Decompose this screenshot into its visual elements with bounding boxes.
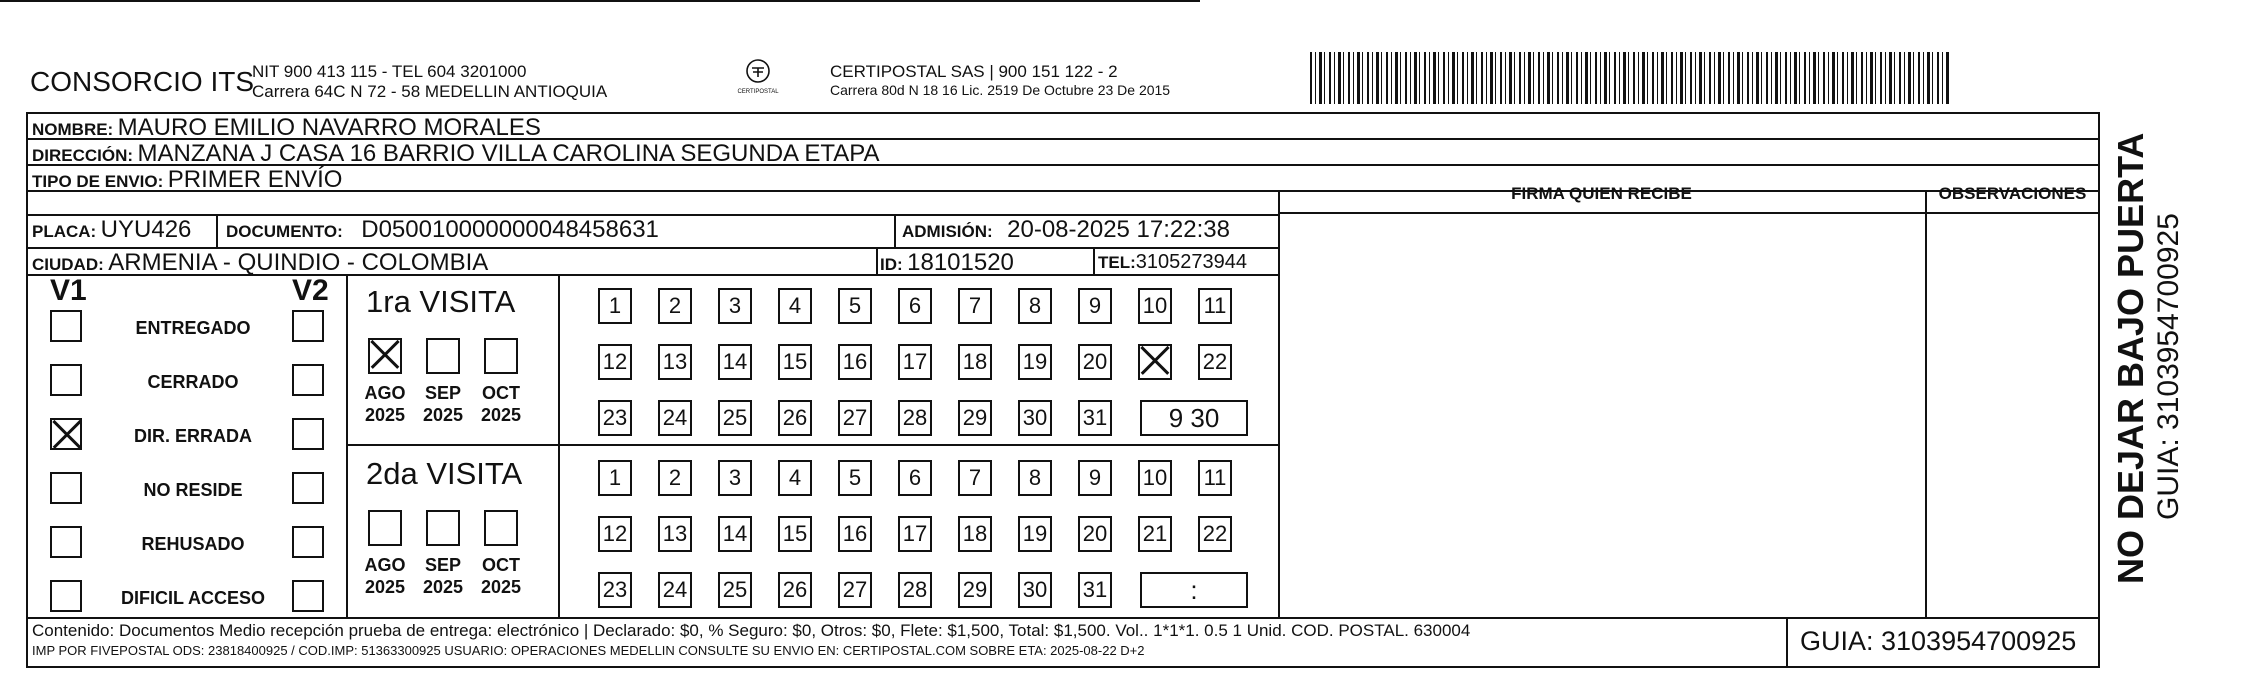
day-box[interactable]: 26 xyxy=(778,400,812,436)
direccion-label: DIRECCIÓN: xyxy=(32,146,134,165)
month-name: SEP xyxy=(424,383,462,403)
id-cell xyxy=(880,249,1014,277)
status-label: ENTREGADO xyxy=(135,318,251,338)
status-v1-checkbox[interactable] xyxy=(50,580,82,612)
month-label xyxy=(417,554,469,598)
month-year: 2025 xyxy=(480,577,522,597)
day-box[interactable]: 29 xyxy=(958,572,992,608)
day-box[interactable]: 11 xyxy=(1198,460,1232,496)
col-status-sep xyxy=(346,274,348,618)
side-guia: GUIA: 3103954700925 xyxy=(2152,213,2185,520)
day-box[interactable]: 6 xyxy=(898,288,932,324)
left-border xyxy=(26,112,28,667)
day-box[interactable]: 18 xyxy=(958,516,992,552)
month-year: 2025 xyxy=(480,405,522,425)
day-box[interactable]: 31 xyxy=(1078,400,1112,436)
day-box[interactable]: 1 xyxy=(598,288,632,324)
placa-value: UYU426 xyxy=(100,216,192,243)
status-v2-checkbox[interactable] xyxy=(292,418,324,450)
month-name: OCT xyxy=(482,555,520,575)
status-v1-checkbox[interactable] xyxy=(50,526,82,558)
id-value: 18101520 xyxy=(907,249,1014,276)
day-box[interactable]: 24 xyxy=(658,400,692,436)
status-v1-checkbox[interactable] xyxy=(50,310,82,342)
day-box[interactable]: 3 xyxy=(718,288,752,324)
day-box[interactable]: 12 xyxy=(598,344,632,380)
month-checkbox[interactable] xyxy=(484,510,518,546)
month-year: 2025 xyxy=(364,405,406,425)
id-label: ID: xyxy=(880,255,903,274)
day-box[interactable]: 31 xyxy=(1078,572,1112,608)
day-box[interactable]: 15 xyxy=(778,344,812,380)
day-box[interactable]: 8 xyxy=(1018,460,1052,496)
day-box[interactable]: 30 xyxy=(1018,572,1052,608)
footer-guia-sep xyxy=(1786,617,1788,667)
day-box[interactable]: 1 xyxy=(598,460,632,496)
day-box[interactable]: 16 xyxy=(838,344,872,380)
day-box[interactable]: 17 xyxy=(898,344,932,380)
day-box[interactable]: 30 xyxy=(1018,400,1052,436)
tipo-value: PRIMER ENVÍO xyxy=(167,166,343,193)
day-box[interactable]: 20 xyxy=(1078,516,1112,552)
month-checkbox[interactable] xyxy=(426,510,460,546)
status-label: DIFICIL ACCESO xyxy=(120,588,265,608)
day-box[interactable]: 8 xyxy=(1018,288,1052,324)
documento-value: D050010000000048458631 xyxy=(361,216,659,243)
day-box[interactable]: 2 xyxy=(658,288,692,324)
status-label: REHUSADO xyxy=(141,534,245,554)
day-box[interactable] xyxy=(1138,344,1172,380)
day-box[interactable]: 24 xyxy=(658,572,692,608)
day-box[interactable]: 7 xyxy=(958,288,992,324)
firma-label: FIRMA QUIEN RECIBE xyxy=(1511,184,1692,203)
tipo-label: TIPO DE ENVIO: xyxy=(32,172,164,191)
day-box[interactable]: 15 xyxy=(778,516,812,552)
month-checkbox[interactable] xyxy=(368,510,402,546)
day-box[interactable]: 13 xyxy=(658,344,692,380)
ciudad-label: CIUDAD: xyxy=(32,255,104,274)
v1-header: V1 xyxy=(50,274,87,307)
status-v2-checkbox[interactable] xyxy=(292,364,324,396)
day-box[interactable]: 12 xyxy=(598,516,632,552)
visit-title: 1ra VISITA xyxy=(366,284,516,319)
carrier-line2: Carrera 80d N 18 16 Lic. 2519 De Octubre 23 De 2015 xyxy=(830,82,1171,98)
admision-cell xyxy=(902,216,1230,244)
placa-cell xyxy=(32,216,191,244)
day-box[interactable]: 23 xyxy=(598,572,632,608)
day-box[interactable]: 9 xyxy=(1078,288,1112,324)
logo-icon xyxy=(745,58,771,84)
col-visit-sep xyxy=(558,274,560,618)
status-label: NO RESIDE xyxy=(143,480,243,500)
nombre-row xyxy=(32,114,541,142)
footer-line2: IMP POR FIVEPOSTAL ODS: 23818400925 / COD.IMP: 51363300925 USUARIO: OPERACIONES MEDELLIN CONSULTE SU ENVIO EN: CERTIPOSTAL.COM SOBRE ETA: 2025-08-22 D+2 xyxy=(32,643,1145,658)
day-box[interactable]: 25 xyxy=(718,400,752,436)
month-year: 2025 xyxy=(422,577,464,597)
tel-cell xyxy=(1098,251,1247,274)
footer-guia: GUIA: 3103954700925 xyxy=(1800,626,2077,656)
day-box[interactable]: 10 xyxy=(1138,460,1172,496)
side-warning: NO DEJAR BAJO PUERTA xyxy=(2110,132,2151,584)
month-name: OCT xyxy=(482,383,520,403)
status-v1-checkbox[interactable] xyxy=(50,364,82,396)
month-year: 2025 xyxy=(364,577,406,597)
day-box[interactable]: 14 xyxy=(718,344,752,380)
nombre-label: NOMBRE: xyxy=(32,120,114,139)
barcode xyxy=(1310,52,1950,104)
day-box[interactable]: 26 xyxy=(778,572,812,608)
ciudad-value: ARMENIA - QUINDIO - COLOMBIA xyxy=(108,249,489,276)
day-box[interactable]: 3 xyxy=(718,460,752,496)
day-box[interactable]: 2 xyxy=(658,460,692,496)
day-box[interactable]: 7 xyxy=(958,460,992,496)
company-info xyxy=(252,62,607,102)
day-box[interactable]: 27 xyxy=(838,572,872,608)
right-border xyxy=(2098,112,2100,667)
month-label xyxy=(359,382,411,426)
bottom-border xyxy=(26,666,2100,668)
day-box[interactable]: 14 xyxy=(718,516,752,552)
logo-text: CERTIPOSTAL xyxy=(737,89,779,95)
month-name: AGO xyxy=(364,555,406,575)
admision-label: ADMISIÓN: xyxy=(902,222,993,241)
day-box[interactable]: 18 xyxy=(958,344,992,380)
day-box[interactable]: 10 xyxy=(1138,288,1172,324)
tel-value: 3105273944 xyxy=(1135,251,1248,273)
day-box[interactable]: 28 xyxy=(898,572,932,608)
day-box[interactable]: 19 xyxy=(1018,344,1052,380)
day-box[interactable]: 19 xyxy=(1018,516,1052,552)
observaciones-label: OBSERVACIONES xyxy=(1938,184,2087,203)
day-box[interactable]: 17 xyxy=(898,516,932,552)
day-box[interactable]: 9 xyxy=(1078,460,1112,496)
ciudad-cell xyxy=(32,249,488,277)
day-box[interactable]: 11 xyxy=(1198,288,1232,324)
direccion-value: MANZANA J CASA 16 BARRIO VILLA CAROLINA SEGUNDA ETAPA xyxy=(137,140,880,167)
month-year: 2025 xyxy=(422,405,464,425)
col-obs-left xyxy=(1925,190,1927,618)
direccion-row xyxy=(32,140,880,168)
placa-label: PLACA: xyxy=(32,222,97,241)
v2-header: V2 xyxy=(292,274,329,307)
col-tel-sep xyxy=(1093,247,1095,275)
day-box[interactable]: 22 xyxy=(1198,344,1232,380)
status-label: DIR. ERRADA xyxy=(133,426,252,446)
documento-label: DOCUMENTO: xyxy=(226,222,343,241)
status-v1-checkbox[interactable] xyxy=(50,418,82,450)
day-box[interactable]: 21 xyxy=(1138,516,1172,552)
status-v2-checkbox[interactable] xyxy=(292,472,324,504)
day-box[interactable]: 13 xyxy=(658,516,692,552)
time-box[interactable]: : xyxy=(1140,572,1248,608)
day-box[interactable]: 20 xyxy=(1078,344,1112,380)
carrier-info xyxy=(830,62,1170,99)
footer-content xyxy=(32,620,1772,660)
col-placa-sep xyxy=(216,214,218,248)
day-box[interactable]: 22 xyxy=(1198,516,1232,552)
time-box[interactable]: 9 30 xyxy=(1140,400,1248,436)
status-v1-checkbox[interactable] xyxy=(50,472,82,504)
month-checkbox[interactable] xyxy=(368,338,402,374)
month-label xyxy=(417,382,469,426)
day-box[interactable]: 25 xyxy=(718,572,752,608)
col-firma-left xyxy=(1278,190,1280,618)
month-label xyxy=(359,554,411,598)
visit-title: 2da VISITA xyxy=(366,456,523,491)
day-box[interactable]: 5 xyxy=(838,288,872,324)
day-box[interactable]: 5 xyxy=(838,460,872,496)
carrier-line1: CERTIPOSTAL SAS | 900 151 122 - 2 xyxy=(830,62,1118,81)
visit-mid-line xyxy=(346,444,1278,446)
footer-line1: Contenido: Documentos Medio recepción prueba de entrega: electrónico | Declarado: $0, % Seguro: $0, Otros: $0, Flete: $1,500, Total: $1,500. Vol.. 1*1*1. 0.5 1 Unid. COD. POSTAL. 630004 xyxy=(32,621,1471,640)
nombre-value: MAURO EMILIO NAVARRO MORALES xyxy=(117,114,541,141)
company-line1: NIT 900 413 115 - TEL 604 3201000 xyxy=(252,62,527,81)
status-v2-checkbox[interactable] xyxy=(292,310,324,342)
status-v2-checkbox[interactable] xyxy=(292,526,324,558)
tel-label: TEL: xyxy=(1098,253,1136,272)
day-box[interactable]: 16 xyxy=(838,516,872,552)
day-box[interactable]: 4 xyxy=(778,460,812,496)
month-name: AGO xyxy=(364,383,406,403)
month-checkbox[interactable] xyxy=(484,338,518,374)
documento-cell xyxy=(226,216,659,244)
admision-value: 20-08-2025 17:22:38 xyxy=(1007,216,1230,243)
day-box[interactable]: 29 xyxy=(958,400,992,436)
status-label: CERRADO xyxy=(147,372,239,392)
company-name: CONSORCIO ITS xyxy=(30,66,255,97)
month-name: SEP xyxy=(424,555,462,575)
month-checkbox[interactable] xyxy=(426,338,460,374)
tipo-row xyxy=(32,166,342,194)
certipostal-logo xyxy=(728,58,788,95)
top-rule xyxy=(0,0,1200,2)
month-label xyxy=(475,382,527,426)
month-label xyxy=(475,554,527,598)
day-box[interactable]: 27 xyxy=(838,400,872,436)
footer-top-line xyxy=(26,617,2100,619)
status-v2-checkbox[interactable] xyxy=(292,580,324,612)
day-box[interactable]: 4 xyxy=(778,288,812,324)
company-line2: Carrera 64C N 72 - 58 MEDELLIN ANTIOQUIA xyxy=(252,82,608,101)
day-box[interactable]: 28 xyxy=(898,400,932,436)
col-id-sep xyxy=(876,247,878,275)
firma-header-line xyxy=(1278,212,2098,214)
day-box[interactable]: 23 xyxy=(598,400,632,436)
day-box[interactable]: 6 xyxy=(898,460,932,496)
col-admision-sep xyxy=(894,214,896,248)
